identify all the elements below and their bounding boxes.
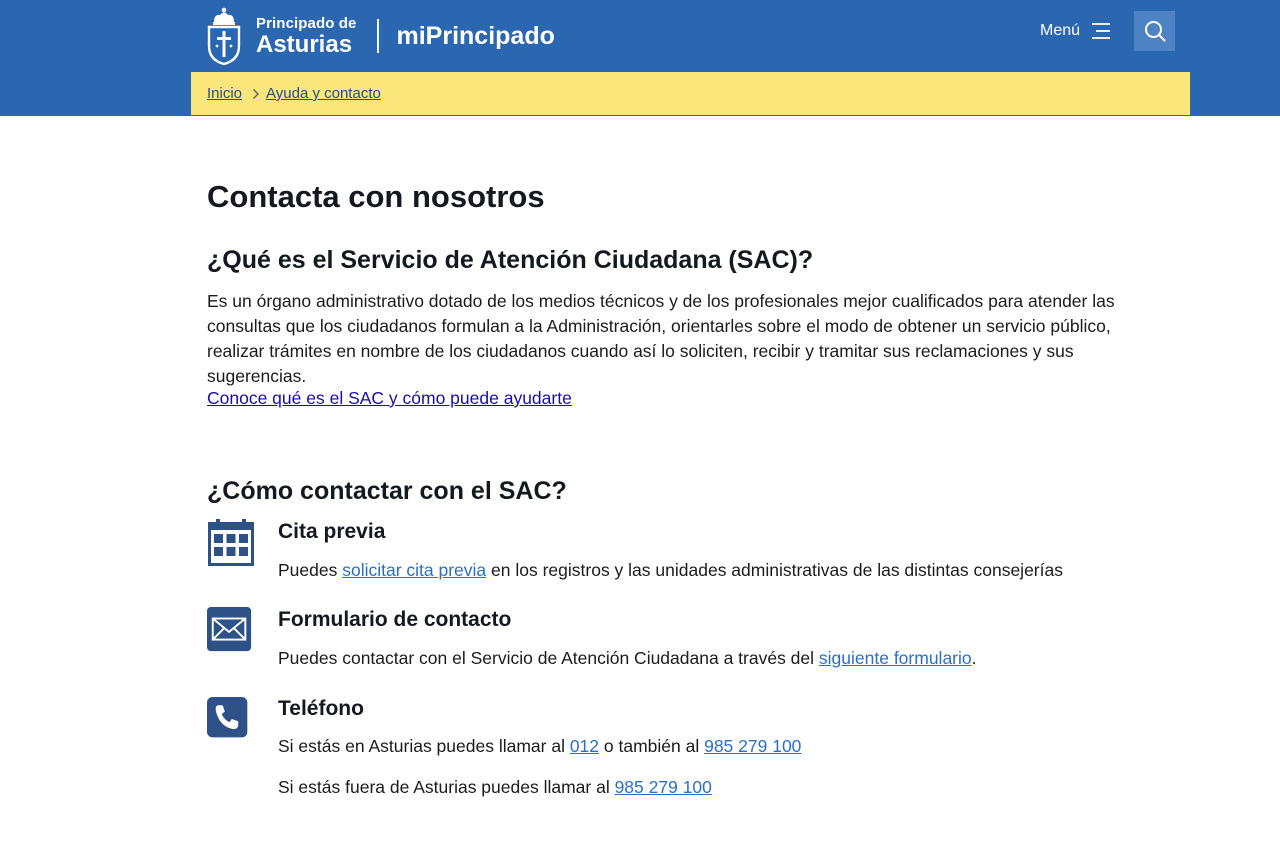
phone-line2-before: Si estás fuera de Asturias puedes llamar al <box>278 777 615 797</box>
breadcrumb <box>191 72 1190 115</box>
menu-button[interactable] <box>1040 14 1112 48</box>
brand-big-text: Asturias <box>256 30 353 58</box>
brand-small-text: Principado de <box>256 14 357 32</box>
phone-main-link[interactable]: 985 279 100 <box>704 736 802 756</box>
phone-012-link[interactable]: 012 <box>569 736 600 756</box>
site-header <box>0 0 1280 116</box>
contact-heading: ¿Cómo contactar con el SAC? <box>207 477 567 505</box>
phone-line1-before: Si estás en Asturias puedes llamar al <box>278 736 570 756</box>
page-title: Contacta con nosotros <box>207 179 545 214</box>
appointment-link[interactable]: solicitar cita previa <box>342 560 487 580</box>
phone-outside-link[interactable]: 985 279 100 <box>614 777 712 797</box>
form-text-after: . <box>971 648 977 668</box>
breadcrumb-home-link[interactable]: Inicio <box>207 85 243 102</box>
sac-heading: ¿Qué es el Servicio de Atención Ciudadana (SAC)? <box>207 246 814 274</box>
search-button[interactable] <box>1134 11 1175 51</box>
app-name: miPrincipado <box>396 21 555 50</box>
asturias-crest-icon <box>206 6 242 66</box>
form-text-before: Puedes contactar con el Servicio de Atención Ciudadana a través del <box>278 648 819 668</box>
menu-label: Menú <box>1040 22 1081 39</box>
appointment-text-before: Puedes <box>278 560 343 580</box>
phone-line-outside <box>278 777 712 798</box>
form-title: Formulario de contacto <box>278 608 512 631</box>
breadcrumb-help-link[interactable]: Ayuda y contacto <box>266 85 381 102</box>
appointment-title: Cita previa <box>278 520 386 543</box>
phone-line-inside <box>278 736 801 757</box>
sac-description: Es un órgano administrativo dotado de los medios técnicos y de los profesionales mejor cualificados para atender las consultas que los ciudadanos formulan a la Administración, orientarles sobre el modo de obtener un servicio público, realizar trámites en nombre de los ciudadanos cuando así lo soliciten, recibir y tramitar sus reclamaciones y sus sugerencias. <box>207 291 1115 386</box>
form-text <box>278 648 977 669</box>
sac-info-link[interactable]: Conoce qué es el SAC y cómo puede ayudarte <box>207 388 572 408</box>
appointment-text <box>278 560 1063 581</box>
phone-icon <box>207 697 251 741</box>
envelope-icon <box>207 607 253 653</box>
brand-name <box>256 16 357 57</box>
hamburger-icon <box>1090 21 1112 41</box>
phone-title: Teléfono <box>278 697 364 720</box>
brand-divider <box>377 19 379 53</box>
appointment-text-after: en los registros y las unidades administrativas de las distintas consejerías <box>486 560 1063 580</box>
chevron-right-icon <box>252 88 260 100</box>
calendar-icon <box>207 519 255 567</box>
brand-logo-link[interactable] <box>206 2 555 70</box>
search-icon <box>1143 19 1167 43</box>
phone-line1-middle: o también al <box>599 736 705 756</box>
contact-form-link[interactable]: siguiente formulario <box>818 648 972 668</box>
